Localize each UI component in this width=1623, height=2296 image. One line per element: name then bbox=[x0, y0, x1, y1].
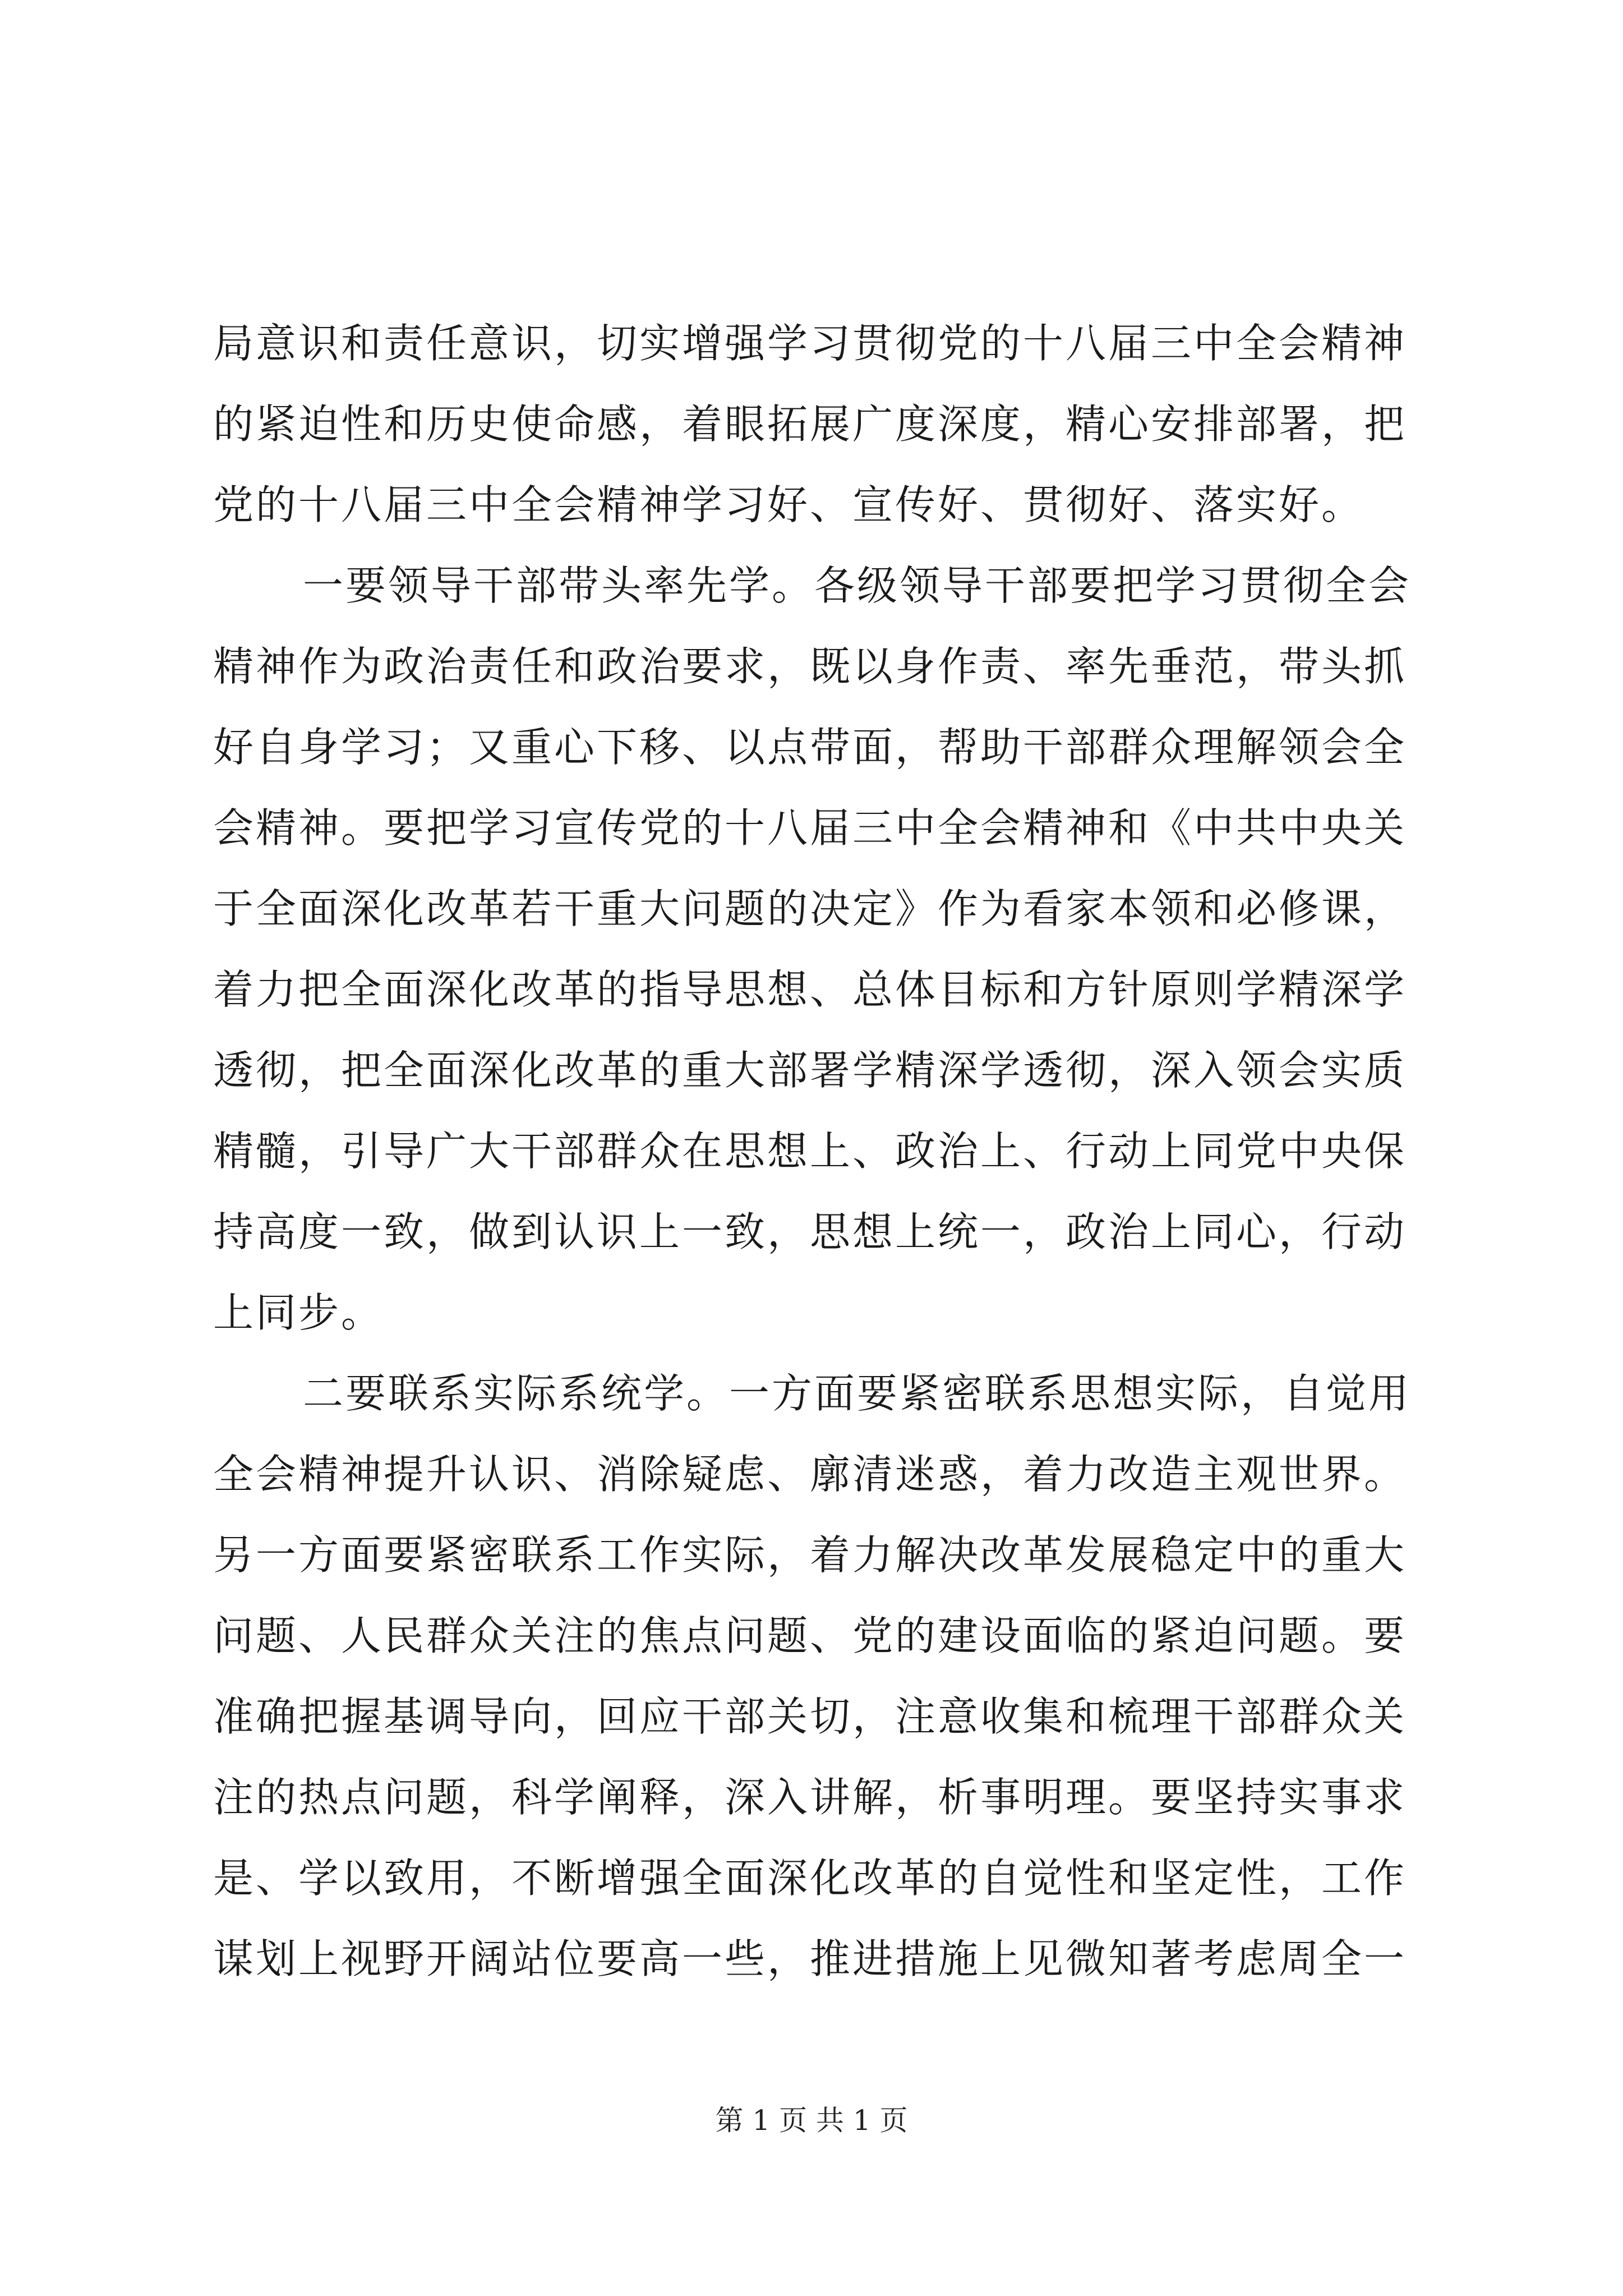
text-line: 会精神。要把学习宣传党的十八届三中全会精神和《中共中央关 bbox=[213, 804, 1407, 852]
text-line: 的紧迫性和历史使命感，着眼拓展广度深度，精心安排部署，把 bbox=[213, 401, 1407, 448]
text-line: 于全面深化改革若干重大问题的决定》作为看家本领和必修课， bbox=[213, 885, 1407, 932]
page-number-footer: 第 1 页 共 1 页 bbox=[715, 2104, 908, 2137]
text-line: 好自身学习；又重心下移、以点带面，帮助干部群众理解领会全 bbox=[213, 724, 1407, 771]
text-line: 注的热点问题，科学阐释，深入讲解，析事明理。要坚持实事求 bbox=[213, 1774, 1407, 1821]
text-line: 局意识和责任意识，切实增强学习贯彻党的十八届三中全会精神 bbox=[213, 320, 1407, 367]
text-line: 全会精神提升认识、消除疑虑、廓清迷惑，着力改造主观世界。 bbox=[213, 1451, 1407, 1498]
paragraph-start-line: 一要领导干部带头率先学。各级领导干部要把学习贯彻全会 bbox=[303, 562, 1412, 609]
paragraph-start-line: 二要联系实际系统学。一方面要紧密联系思想实际，自觉用 bbox=[303, 1370, 1412, 1417]
text-line: 问题、人民群众关注的焦点问题、党的建设面临的紧迫问题。要 bbox=[213, 1612, 1407, 1659]
text-line: 另一方面要紧密联系工作实际，着力解决改革发展稳定中的重大 bbox=[213, 1531, 1407, 1579]
text-line: 上同步。 bbox=[213, 1289, 384, 1336]
text-line: 着力把全面深化改革的指导思想、总体目标和方针原则学精深学 bbox=[213, 966, 1407, 1013]
text-line: 精神作为政治责任和政治要求，既以身作责、率先垂范，带头抓 bbox=[213, 643, 1407, 690]
text-line: 准确把握基调导向，回应干部关切，注意收集和梳理干部群众关 bbox=[213, 1693, 1407, 1740]
text-line: 党的十八届三中全会精神学习好、宣传好、贯彻好、落实好。 bbox=[213, 481, 1364, 528]
text-line: 持高度一致，做到认识上一致，思想上统一，政治上同心，行动 bbox=[213, 1208, 1407, 1255]
text-line: 谋划上视野开阔站位要高一些，推进措施上见微知著考虑周全一 bbox=[213, 1935, 1407, 1982]
text-line: 透彻，把全面深化改革的重大部署学精深学透彻，深入领会实质 bbox=[213, 1047, 1407, 1094]
text-line: 精髓，引导广大干部群众在思想上、政治上、行动上同党中央保 bbox=[213, 1128, 1407, 1175]
text-line: 是、学以致用，不断增强全面深化改革的自觉性和坚定性，工作 bbox=[213, 1855, 1407, 1902]
document-body bbox=[213, 303, 1424, 1999]
